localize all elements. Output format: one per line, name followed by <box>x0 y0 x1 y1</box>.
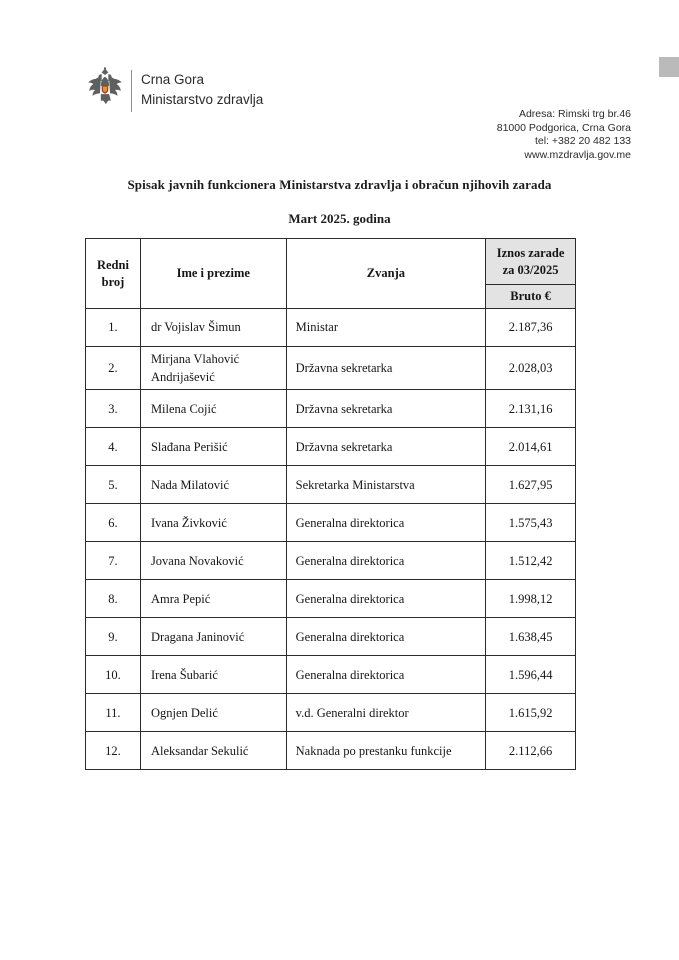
cell-name: dr Vojislav Šimun <box>140 309 286 347</box>
cell-number: 6. <box>86 504 141 542</box>
cell-name: Irena Šubarić <box>140 656 286 694</box>
cell-name: Jovana Novaković <box>140 542 286 580</box>
cell-name: Aleksandar Sekulić <box>140 732 286 770</box>
cell-amount: 2.131,16 <box>486 390 576 428</box>
document-title: Spisak javnih funkcionera Ministarstva zdravlja i obračun njihovih zarada <box>127 177 552 192</box>
contact-address: Adresa: Rimski trg br.46 <box>518 108 631 120</box>
col-header-name: Ime i prezime <box>140 239 286 309</box>
montenegro-coat-of-arms-icon <box>85 64 125 116</box>
cell-number: 5. <box>86 466 141 504</box>
cell-amount: 2.028,03 <box>486 347 576 390</box>
letterhead-divider <box>131 70 132 112</box>
cell-name: Amra Pepić <box>140 580 286 618</box>
cell-title: Ministar <box>286 309 485 347</box>
cell-amount: 2.187,36 <box>486 309 576 347</box>
col-header-number: Redni broj <box>86 239 141 309</box>
cell-title: Državna sekretarka <box>286 347 485 390</box>
table-row <box>86 656 576 694</box>
org-country: Crna Gora <box>141 72 205 87</box>
table-row <box>86 694 576 732</box>
cell-title: Generalna direktorica <box>286 656 485 694</box>
salary-table <box>85 238 576 770</box>
document-subtitle: Mart 2025. godina <box>288 211 391 226</box>
contact-website: www.mzdravlja.gov.me <box>524 148 631 161</box>
cell-name: Nada Milatović <box>140 466 286 504</box>
cell-amount: 2.112,66 <box>486 732 576 770</box>
cell-amount: 1.596,44 <box>486 656 576 694</box>
cell-number: 2. <box>86 347 141 390</box>
cell-title: Generalna direktorica <box>286 504 485 542</box>
cell-name: Mirjana Vlahović Andrijašević <box>140 347 286 390</box>
org-ministry: Ministarstvo zdravlja <box>141 92 264 107</box>
table-row <box>86 428 576 466</box>
cell-amount: 1.512,42 <box>486 542 576 580</box>
table-row <box>86 504 576 542</box>
cell-amount: 1.575,43 <box>486 504 576 542</box>
table-row <box>86 542 576 580</box>
col-header-amount-unit: Bruto € <box>486 285 576 309</box>
cell-number: 8. <box>86 580 141 618</box>
cell-name: Dragana Janinović <box>140 618 286 656</box>
cell-title: Generalna direktorica <box>286 542 485 580</box>
col-header-title: Zvanja <box>286 239 485 309</box>
cell-amount: 1.627,95 <box>486 466 576 504</box>
table-row <box>86 347 576 390</box>
table-row <box>86 466 576 504</box>
contact-block <box>497 108 631 162</box>
cell-number: 11. <box>86 694 141 732</box>
cell-name: Ognjen Delić <box>140 694 286 732</box>
cell-number: 7. <box>86 542 141 580</box>
cell-number: 12. <box>86 732 141 770</box>
cell-title: Naknada po prestanku funkcije <box>286 732 485 770</box>
cell-title: Državna sekretarka <box>286 428 485 466</box>
org-name-block <box>141 70 263 110</box>
cell-title: Državna sekretarka <box>286 390 485 428</box>
cell-amount: 1.638,45 <box>486 618 576 656</box>
cell-name: Milena Cojić <box>140 390 286 428</box>
contact-phone: tel: +382 20 482 133 <box>534 135 631 147</box>
cell-title: Generalna direktorica <box>286 580 485 618</box>
table-row <box>86 390 576 428</box>
cell-number: 10. <box>86 656 141 694</box>
table-row <box>86 618 576 656</box>
cell-amount: 2.014,61 <box>486 428 576 466</box>
cell-amount: 1.615,92 <box>486 694 576 732</box>
cell-number: 3. <box>86 390 141 428</box>
table-row <box>86 309 576 347</box>
cell-title: Sekretarka Ministarstva <box>286 466 485 504</box>
cell-name: Slađana Perišić <box>140 428 286 466</box>
cell-title: v.d. Generalni direktor <box>286 694 485 732</box>
cell-title: Generalna direktorica <box>286 618 485 656</box>
cell-amount: 1.998,12 <box>486 580 576 618</box>
table-header <box>86 239 576 309</box>
cell-number: 9. <box>86 618 141 656</box>
table-row <box>86 580 576 618</box>
col-header-amount-group: Iznos zarade za 03/2025 <box>486 239 576 285</box>
table-body <box>86 309 576 770</box>
cell-number: 1. <box>86 309 141 347</box>
table-row <box>86 732 576 770</box>
scan-artifact <box>659 57 679 77</box>
contact-city: 81000 Podgorica, Crna Gora <box>496 121 631 134</box>
cell-name: Ivana Živković <box>140 504 286 542</box>
cell-number: 4. <box>86 428 141 466</box>
